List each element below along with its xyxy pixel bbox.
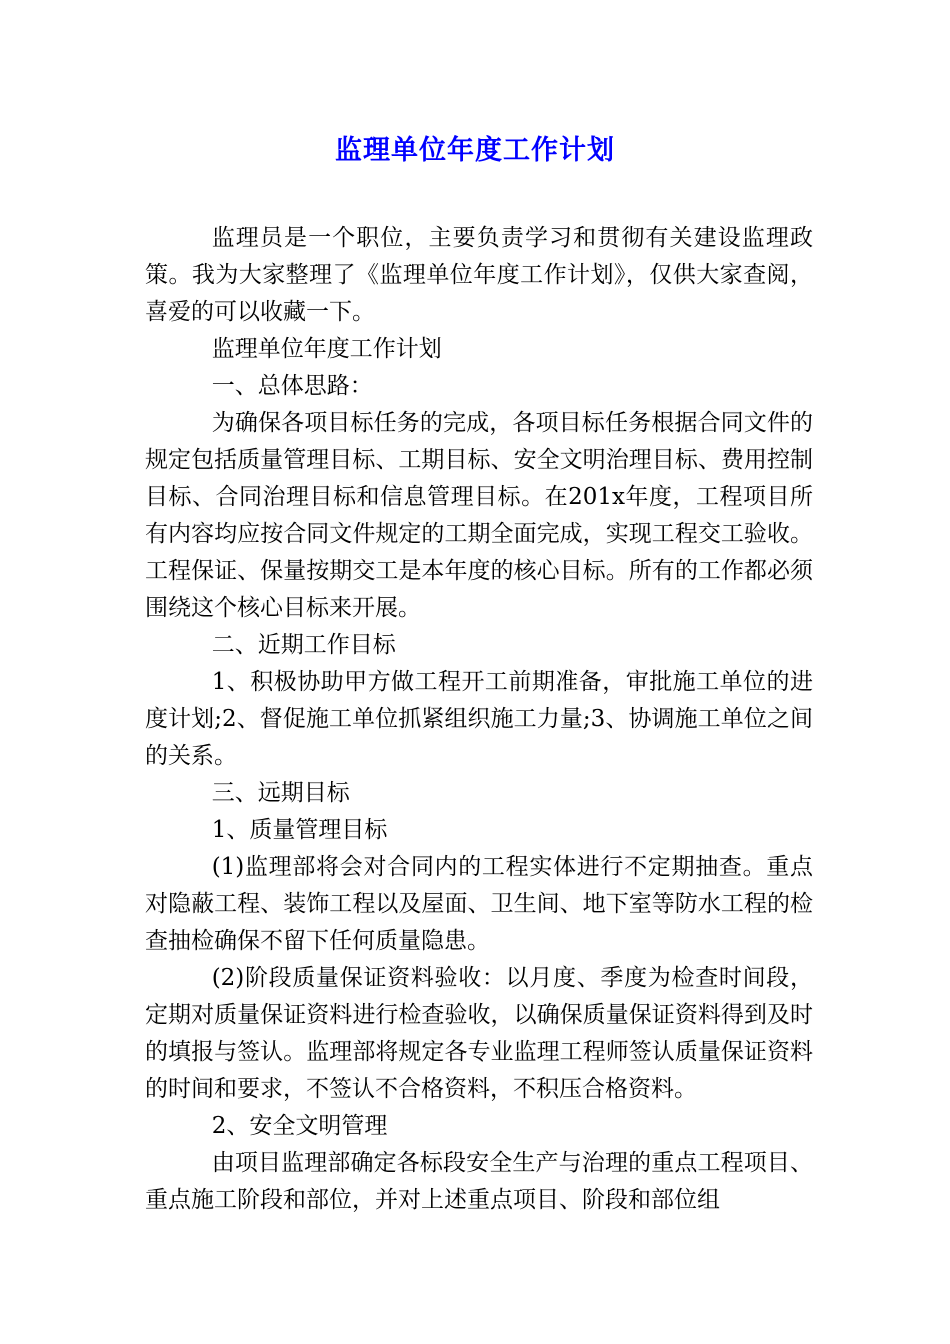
paragraph-near-term: 1、积极协助甲方做工程开工前期准备，审批施工单位的进度计划;2、督促施工单位抓紧组织施工力量;3、协调施工单位之间的关系。 xyxy=(145,669,813,769)
paragraph-safety: 由项目监理部确定各标段安全生产与治理的重点工程项目、重点施工阶段和部位，并对上述重点项目、阶段和部位组 xyxy=(145,1150,813,1213)
paragraph-plan-title: 监理单位年度工作计划 xyxy=(211,336,442,362)
document-title: 监理单位年度工作计划 xyxy=(335,135,615,166)
paragraph-overall: 为确保各项目标任务的完成，各项目标任务根据合同文件的规定包括质量管理目标、工期目标、安全文明治理目标、费用控制目标、合同治理目标和信息管理目标。在201x年度，工程项目所有内容均应按合同文件规定的工期全面完成，实现工程交工验收。工程保证、保量按期交工是本年度的核心目标。所有的工作都必须围绕这个核心目标来开展。 xyxy=(145,410,813,621)
document-body xyxy=(145,220,813,1219)
section-heading-overall: 一、总体思路： xyxy=(211,373,373,399)
section-heading-long-term: 三、远期目标 xyxy=(211,780,350,806)
section-heading-near-term: 二、近期工作目标 xyxy=(211,632,396,658)
paragraph-intro: 监理员是一个职位，主要负责学习和贯彻有关建设监理政策。我为大家整理了《监理单位年度工作计划》，仅供大家查阅，喜爱的可以收藏一下。 xyxy=(145,225,813,325)
subheading-safety: 2、安全文明管理 xyxy=(211,1113,388,1139)
paragraph-quality-1: (1)监理部将会对合同内的工程实体进行不定期抽查。重点对隐蔽工程、装饰工程以及屋面、卫生间、地下室等防水工程的检查抽检确保不留下任何质量隐患。 xyxy=(145,854,813,954)
paragraph-quality-2: (2)阶段质量保证资料验收：以月度、季度为检查时间段，定期对质量保证资料进行检查验收，以确保质量保证资料得到及时的填报与签认。监理部将规定各专业监理工程师签认质量保证资料的时间和要求，不签认不合格资料，不积压合格资料。 xyxy=(145,965,813,1102)
subheading-quality: 1、质量管理目标 xyxy=(211,817,388,843)
